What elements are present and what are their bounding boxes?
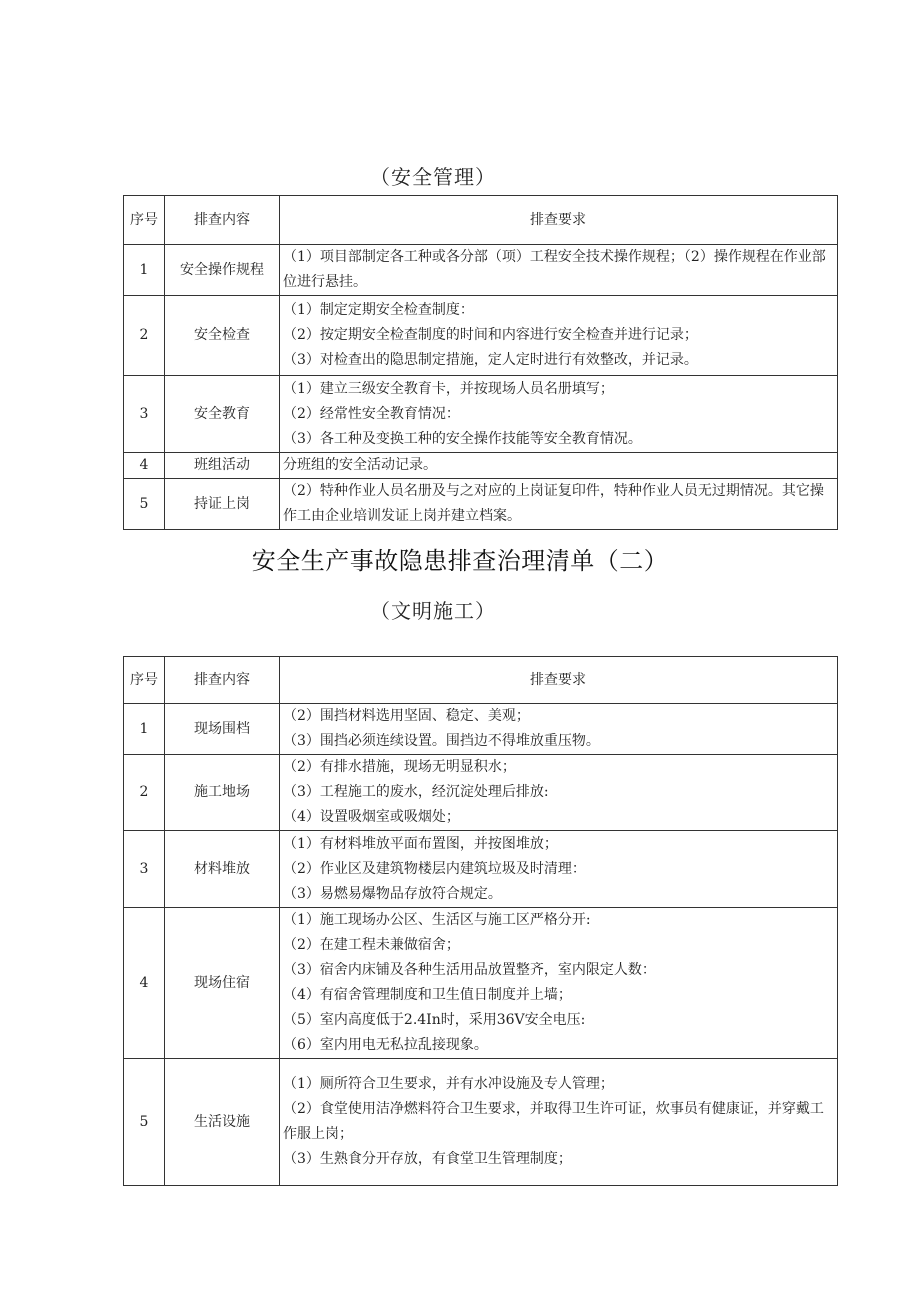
row-no: 3 (124, 831, 165, 908)
table-header-row (124, 657, 838, 704)
row-no: 1 (124, 245, 165, 296)
table-header-row (124, 196, 838, 245)
req-line: （3）易燃易爆物品存放符合规定。 (283, 885, 502, 902)
req-line: （3）围挡必须连续设置。围挡边不得堆放重压物。 (283, 733, 600, 749)
req-line: （1）厕所符合卫生要求，并有水冲设施及专人管理； (283, 1076, 614, 1092)
row-req (280, 479, 838, 530)
req-line: （4）设置吸烟室或吸烟处； (283, 809, 460, 825)
req-line: （3）各工种及变换工种的安全操作技能等安全教育情况。 (283, 430, 642, 447)
row-req (280, 755, 838, 831)
header-req: 排查要求 (280, 657, 838, 704)
req-line: （6）室内用电无私拉乱接现象。 (283, 1037, 488, 1053)
row-no: 4 (124, 453, 165, 479)
req-line: （3）工程施工的废水，经沉淀处理后排放: (283, 784, 549, 800)
header-req: 排查要求 (280, 196, 838, 245)
table-row (124, 296, 838, 376)
table-row (124, 755, 838, 831)
header-item: 排查内容 (165, 657, 280, 704)
row-item: 现场住宿 (165, 908, 280, 1059)
row-no: 3 (124, 376, 165, 453)
req-line: （2）食堂使用洁净燃料符合卫生要求，并取得卫生许可证，炊事员有健康证，并穿戴工作服上岗； (283, 1101, 824, 1142)
section2-title: （文明施工） (370, 599, 496, 623)
req-line: （3）生熟食分开存放，有食堂卫生管理制度； (283, 1151, 572, 1167)
row-item: 班组活动 (165, 453, 280, 479)
row-no: 1 (124, 704, 165, 755)
req-line: （2）特种作业人员名册及与之对应的上岗证复印件，特种作业人员无过期情况。其它操作工由企业培训发证上岗并建立档案。 (283, 483, 824, 524)
header-item: 排查内容 (165, 196, 280, 245)
req-line: （1）施工现场办公区、生活区与施工区严格分开: (283, 912, 591, 928)
row-item: 安全操作规程 (165, 245, 280, 296)
req-line: （2）按定期安全检查制度的时间和内容进行安全检查并进行记录； (283, 327, 698, 343)
req-line: （2）作业区及建筑物楼层内建筑垃圾及时清理： (283, 860, 586, 877)
req-line: （5）室内高度低于2.4In时，采用36V安全电压: (283, 1012, 586, 1028)
table-row (124, 453, 838, 479)
row-item: 持证上岗 (165, 479, 280, 530)
req-line: （2）有排水措施，现场无明显积水； (283, 759, 516, 775)
table-row (124, 1059, 838, 1186)
safety-management-table (123, 195, 838, 530)
row-item: 安全检查 (165, 296, 280, 376)
row-no: 5 (124, 1059, 165, 1186)
row-no: 2 (124, 296, 165, 376)
req-line: （3）宿舍内床铺及各种生活用品放置整齐，室内限定人数： (283, 962, 656, 978)
row-no: 5 (124, 479, 165, 530)
row-req (280, 704, 838, 755)
row-no: 2 (124, 755, 165, 831)
req-line: （1）制定定期安全检查制度： (283, 302, 474, 318)
row-item: 施工地场 (165, 755, 280, 831)
table-row (124, 245, 838, 296)
header-no: 序号 (124, 657, 165, 704)
row-item: 安全教育 (165, 376, 280, 453)
header-no: 序号 (124, 196, 165, 245)
table-row (124, 376, 838, 453)
row-req (280, 1059, 838, 1186)
civilized-construction-table (123, 656, 838, 1186)
row-item: 材料堆放 (165, 831, 280, 908)
row-req (280, 453, 838, 479)
table-row (124, 831, 838, 908)
table-row (124, 908, 838, 1059)
main-title: 安全生产事故隐患排查治理清单（二） (251, 547, 669, 575)
req-line: （2）经常性安全教育情况： (283, 405, 460, 422)
req-line: （3）对检查出的隐思制定措施，定人定时进行有效整改，并记录。 (283, 352, 698, 368)
req-line: （1）有材料堆放平面布置图，并按图堆放； (283, 835, 558, 852)
row-req (280, 831, 838, 908)
row-req (280, 376, 838, 453)
row-item: 现场围档 (165, 704, 280, 755)
table-row (124, 704, 838, 755)
row-item: 生活设施 (165, 1059, 280, 1186)
req-line: 分班组的安全活动记录。 (283, 457, 437, 473)
req-line: （2）围挡材料选用坚固、稳定、美观； (283, 708, 530, 724)
req-line: （2）在建工程未兼做宿舍； (283, 937, 460, 953)
req-line: （4）有宿舍管理制度和卫生值日制度并上墙； (283, 987, 572, 1003)
row-no: 4 (124, 908, 165, 1059)
req-line: （1）项目部制定各工种或各分部（项）工程安全技术操作规程；（2）操作规程在作业部位进行悬挂。 (283, 249, 826, 290)
table-row (124, 479, 838, 530)
row-req (280, 245, 838, 296)
row-req (280, 296, 838, 376)
req-line: （1）建立三级安全教育卡，并按现场人员名册填写； (283, 380, 614, 397)
row-req (280, 908, 838, 1059)
section1-title: （安全管理） (370, 165, 496, 189)
